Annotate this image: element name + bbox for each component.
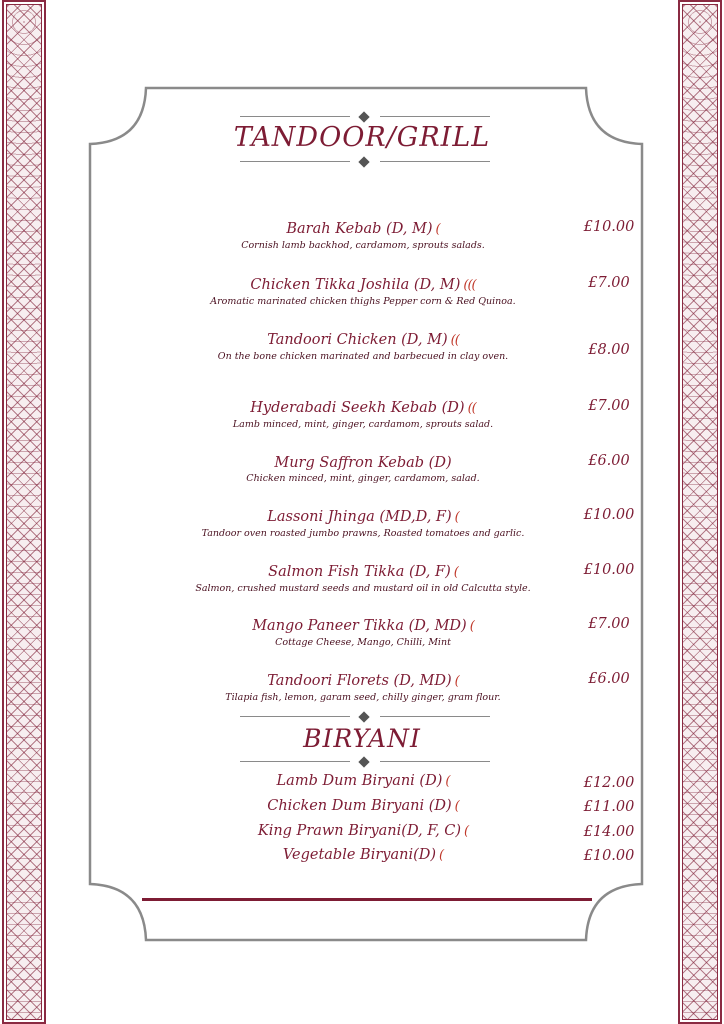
item-description: Tandoor oven roasted jumbo prawns, Roasted tomatoes and garlic. bbox=[201, 528, 525, 539]
item-description: Cottage Cheese, Mango, Chilli, Mint bbox=[275, 637, 451, 648]
item-price: £8.00 bbox=[588, 342, 630, 358]
title-ornament-bottom bbox=[240, 157, 490, 167]
menu-item bbox=[150, 822, 576, 841]
right-decorative-border bbox=[678, 0, 722, 1024]
item-name: Chicken Tikka Joshila (D, M) ((( bbox=[250, 277, 476, 293]
menu-item bbox=[150, 508, 576, 540]
menu-item bbox=[150, 331, 576, 363]
item-description: Salmon, crushed mustard seeds and mustard oil in old Calcutta style. bbox=[195, 583, 531, 594]
item-price: £7.00 bbox=[588, 275, 630, 291]
menu-item bbox=[150, 672, 576, 704]
chili-icon: ( bbox=[454, 674, 459, 689]
chili-icon: ( bbox=[469, 619, 474, 634]
menu-item bbox=[150, 846, 576, 865]
chili-icon: ( bbox=[464, 824, 469, 839]
chili-icon: ( bbox=[454, 799, 459, 814]
item-name: King Prawn Biryani(D, F, C) ( bbox=[257, 823, 469, 839]
bottom-divider bbox=[142, 898, 592, 901]
menu-item bbox=[150, 797, 576, 816]
item-description: Tilapia fish, lemon, garam seed, chilly ginger, gram flour. bbox=[225, 692, 501, 703]
menu-item bbox=[150, 399, 576, 431]
chili-icon: ( bbox=[453, 565, 458, 580]
chili-icon: (( bbox=[450, 333, 459, 348]
chili-icon: (( bbox=[467, 401, 476, 416]
item-name: Barah Kebab (D, M) ( bbox=[286, 221, 440, 237]
item-name: Chicken Dum Biryani (D) ( bbox=[267, 798, 459, 814]
item-name: Hyderabadi Seekh Kebab (D) (( bbox=[250, 400, 476, 416]
item-description: Cornish lamb backhod, cardamom, sprouts salads. bbox=[241, 240, 485, 251]
item-name: Lassoni Jhinga (MD,D, F) ( bbox=[267, 509, 459, 525]
item-price: £7.00 bbox=[588, 616, 630, 632]
title-ornament-bottom bbox=[240, 757, 490, 767]
item-price: £7.00 bbox=[588, 398, 630, 414]
menu-item bbox=[150, 563, 576, 595]
section-title-tandoor: TANDOOR/GRILL bbox=[233, 122, 491, 153]
item-price: £6.00 bbox=[588, 671, 630, 687]
item-price: £11.00 bbox=[583, 799, 635, 815]
menu-item bbox=[150, 454, 576, 485]
item-name: Murg Saffron Kebab (D) bbox=[274, 455, 452, 471]
menu-item bbox=[150, 617, 576, 649]
item-price: £14.00 bbox=[583, 824, 635, 840]
chili-icon: ( bbox=[435, 222, 440, 237]
item-description: Lamb minced, mint, ginger, cardamom, sprouts salad. bbox=[232, 419, 494, 430]
item-name: Mango Paneer Tikka (D, MD) ( bbox=[252, 618, 474, 634]
left-decorative-border bbox=[2, 0, 46, 1024]
chili-icon: ( bbox=[454, 510, 459, 525]
chili-icon: ( bbox=[445, 774, 450, 789]
item-description: On the bone chicken marinated and barbecued in clay oven. bbox=[217, 351, 509, 362]
menu-item bbox=[150, 220, 576, 252]
item-name: Salmon Fish Tikka (D, F) ( bbox=[268, 564, 458, 580]
item-description: Chicken minced, mint, ginger, cardamom, salad. bbox=[246, 473, 480, 484]
item-name: Lamb Dum Biryani (D) ( bbox=[276, 773, 450, 789]
menu-item bbox=[150, 772, 576, 791]
item-name: Tandoori Chicken (D, M) (( bbox=[267, 332, 459, 348]
chili-icon: ((( bbox=[463, 278, 476, 293]
chili-icon: ( bbox=[439, 848, 444, 863]
title-ornament-top bbox=[240, 112, 490, 122]
item-price: £6.00 bbox=[588, 453, 630, 469]
item-price: £12.00 bbox=[583, 775, 635, 791]
title-ornament-top bbox=[240, 712, 490, 722]
section-title-biryani: BIRYANI bbox=[303, 724, 421, 753]
item-description: Aromatic marinated chicken thighs Pepper corn & Red Quinoa. bbox=[210, 296, 516, 307]
item-price: £10.00 bbox=[583, 848, 635, 864]
menu-item bbox=[150, 276, 576, 308]
item-name: Vegetable Biryani(D) ( bbox=[282, 847, 444, 863]
item-name: Tandoori Florets (D, MD) ( bbox=[267, 673, 459, 689]
item-price: £10.00 bbox=[583, 562, 635, 578]
item-price: £10.00 bbox=[583, 219, 635, 235]
item-price: £10.00 bbox=[583, 507, 635, 523]
